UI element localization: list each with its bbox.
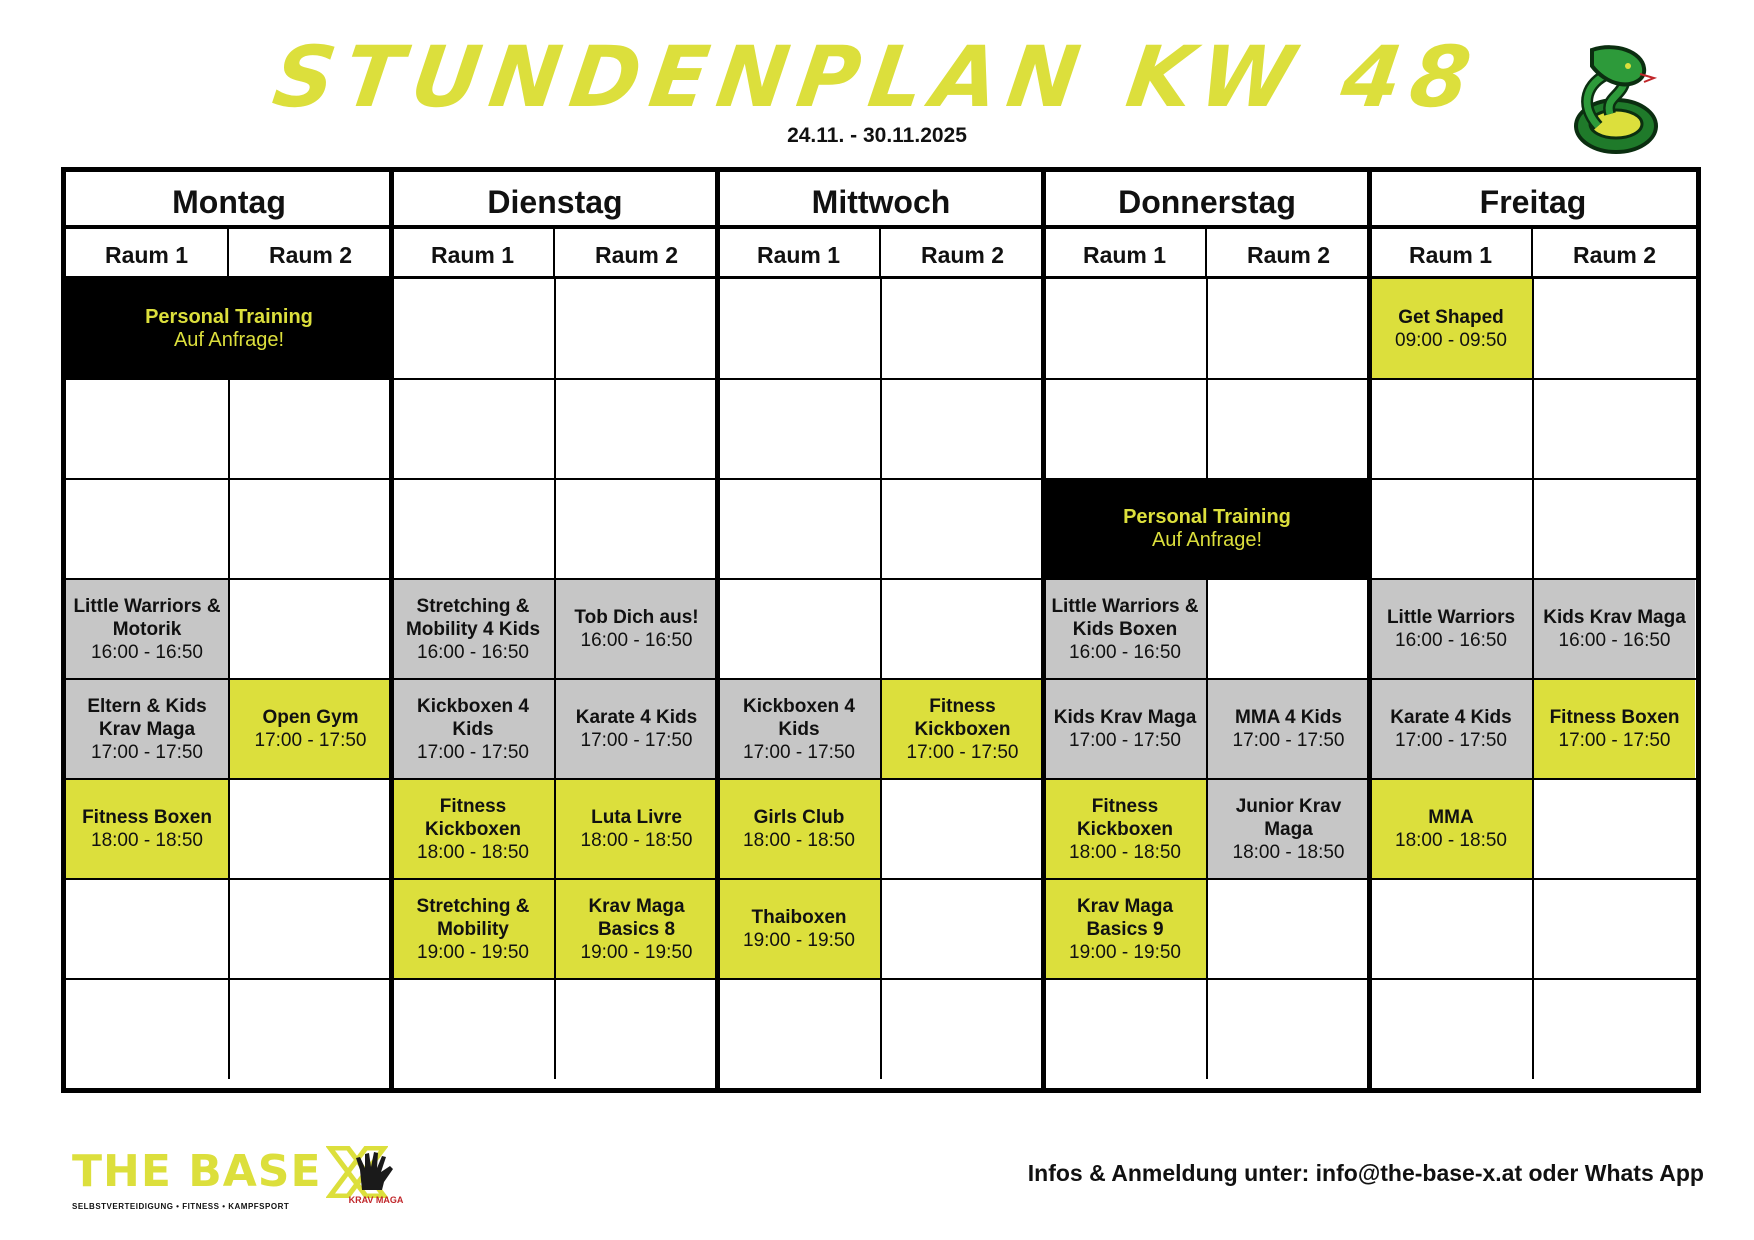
class-slot bbox=[1044, 580, 1206, 678]
class-time: 17:00 - 17:50 bbox=[1069, 730, 1181, 751]
class-name: Little Warriors & Kids Boxen bbox=[1051, 595, 1199, 640]
class-name: Kickboxen 4 Kids bbox=[417, 695, 529, 740]
class-time: Auf Anfrage! bbox=[1151, 529, 1263, 551]
class-slot bbox=[392, 780, 554, 878]
class-name: Kids Krav Maga bbox=[1053, 707, 1197, 728]
grid-col-line bbox=[228, 279, 230, 1079]
page-title: STUNDENPLAN KW 48 bbox=[267, 28, 1487, 126]
class-name: Fitness Kickboxen bbox=[914, 695, 1011, 740]
class-slot bbox=[718, 880, 880, 978]
class-time: 18:00 - 18:50 bbox=[1395, 830, 1507, 851]
class-slot bbox=[1370, 680, 1532, 778]
class-time: 16:00 - 16:50 bbox=[417, 641, 529, 663]
the-base-logo bbox=[72, 1146, 388, 1211]
class-time: 17:00 - 17:50 bbox=[906, 741, 1019, 763]
class-slot bbox=[718, 780, 880, 878]
day-column bbox=[718, 172, 1044, 1098]
day-header: Donnerstag bbox=[1044, 172, 1370, 229]
class-slot bbox=[556, 580, 717, 678]
day-separator bbox=[715, 172, 720, 1088]
class-time: 19:00 - 19:50 bbox=[743, 930, 855, 951]
class-name: Get Shaped bbox=[1398, 306, 1504, 328]
class-slot bbox=[1208, 680, 1369, 778]
day-header: Mittwoch bbox=[718, 172, 1044, 229]
class-slot bbox=[392, 580, 554, 678]
schedule-table bbox=[61, 167, 1701, 1093]
grid-col-line bbox=[1532, 279, 1534, 1079]
class-slot bbox=[66, 580, 228, 678]
class-slot bbox=[556, 680, 717, 778]
class-name: Karate 4 Kids bbox=[575, 707, 698, 728]
day-separator bbox=[1367, 172, 1372, 1088]
class-name: Krav Maga Basics 8 bbox=[588, 895, 685, 940]
room-header: Raum 1 bbox=[718, 229, 881, 279]
class-slot bbox=[1208, 780, 1369, 878]
class-slot bbox=[1370, 580, 1532, 678]
class-time: 17:00 - 17:50 bbox=[1558, 730, 1671, 751]
class-name: Fitness Kickboxen bbox=[424, 795, 522, 840]
class-time: 18:00 - 18:50 bbox=[417, 841, 529, 863]
class-time: 18:00 - 18:50 bbox=[1232, 841, 1345, 863]
class-slot bbox=[556, 780, 717, 878]
date-range: 24.11. - 30.11.2025 bbox=[787, 124, 967, 147]
class-slot bbox=[66, 680, 228, 778]
class-slot bbox=[392, 880, 554, 978]
class-slot bbox=[1370, 780, 1532, 878]
class-name: Fitness Boxen bbox=[1549, 707, 1680, 728]
room-header: Raum 2 bbox=[1533, 229, 1696, 279]
class-time: 19:00 - 19:50 bbox=[580, 941, 693, 963]
class-name: Girls Club bbox=[753, 807, 845, 828]
class-slot bbox=[718, 680, 880, 778]
day-header: Montag bbox=[66, 172, 392, 229]
class-name: Open Gym bbox=[262, 707, 359, 728]
class-time: 17:00 - 17:50 bbox=[1395, 730, 1507, 751]
day-separator bbox=[1041, 172, 1046, 1088]
class-slot bbox=[556, 880, 717, 978]
class-name: Little Warriors bbox=[1386, 607, 1516, 628]
class-slot bbox=[1044, 780, 1206, 878]
class-time: Auf Anfrage! bbox=[173, 328, 285, 351]
class-time: 17:00 - 17:50 bbox=[91, 741, 203, 763]
class-time: 16:00 - 16:50 bbox=[91, 641, 203, 663]
class-time: 18:00 - 18:50 bbox=[1069, 841, 1181, 863]
class-time: 16:00 - 16:50 bbox=[580, 630, 693, 651]
kravmaga-logo-text: KRAV MAGA bbox=[348, 1195, 404, 1205]
class-time: 16:00 - 16:50 bbox=[1558, 630, 1671, 651]
class-slot bbox=[882, 680, 1043, 778]
day-column bbox=[392, 172, 718, 1098]
class-time: 18:00 - 18:50 bbox=[743, 830, 855, 851]
class-time: 19:00 - 19:50 bbox=[417, 941, 529, 963]
class-name: Junior Krav Maga bbox=[1235, 795, 1342, 840]
day-column bbox=[66, 172, 392, 1098]
class-time: 17:00 - 17:50 bbox=[417, 741, 529, 763]
class-time: 18:00 - 18:50 bbox=[580, 830, 693, 851]
day-column bbox=[1370, 172, 1696, 1098]
day-header: Dienstag bbox=[392, 172, 718, 229]
class-time: 17:00 - 17:50 bbox=[580, 730, 693, 751]
class-name: Personal Training bbox=[1123, 506, 1291, 528]
class-name: MMA bbox=[1428, 807, 1474, 828]
class-slot bbox=[66, 780, 228, 878]
class-time: 18:00 - 18:50 bbox=[91, 830, 203, 851]
handprint-logo-icon bbox=[348, 1150, 404, 1190]
class-name: Personal Training bbox=[145, 305, 313, 328]
contact-info: Infos & Anmeldung unter: info@the-base-x.at oder Whats App bbox=[1027, 1160, 1704, 1186]
class-name: Karate 4 Kids bbox=[1390, 707, 1512, 728]
room-header: Raum 1 bbox=[1370, 229, 1533, 279]
day-separator bbox=[389, 172, 394, 1088]
day-header: Freitag bbox=[1370, 172, 1696, 229]
class-time: 17:00 - 17:50 bbox=[1232, 730, 1345, 751]
class-name: Stretching & Mobility bbox=[416, 895, 530, 940]
class-name: Tob Dich aus! bbox=[574, 607, 699, 628]
class-time: 09:00 - 09:50 bbox=[1395, 329, 1507, 351]
class-name: Fitness Kickboxen bbox=[1076, 795, 1174, 840]
brand-tagline: SELBSTVERTEIDIGUNG • FITNESS • KAMPFSPORT bbox=[72, 1202, 290, 1211]
class-time: 17:00 - 17:50 bbox=[254, 730, 367, 751]
room-header: Raum 2 bbox=[1207, 229, 1370, 279]
cobra-logo-icon bbox=[1558, 44, 1668, 156]
class-name: Eltern & Kids Krav Maga bbox=[87, 695, 207, 740]
class-name: Kids Krav Maga bbox=[1543, 607, 1686, 628]
class-time: 17:00 - 17:50 bbox=[743, 741, 855, 763]
class-time: 19:00 - 19:50 bbox=[1069, 941, 1181, 963]
class-slot bbox=[392, 680, 554, 778]
class-slot bbox=[1534, 680, 1695, 778]
kravmaga-logo bbox=[348, 1150, 404, 1208]
class-slot bbox=[1044, 480, 1370, 578]
room-header: Raum 2 bbox=[555, 229, 718, 279]
class-name: Kickboxen 4 Kids bbox=[743, 695, 855, 740]
room-header: Raum 2 bbox=[881, 229, 1044, 279]
class-slot bbox=[1534, 580, 1695, 678]
class-name: MMA 4 Kids bbox=[1235, 707, 1342, 728]
class-time: 16:00 - 16:50 bbox=[1069, 641, 1181, 663]
class-name: Luta Livre bbox=[591, 807, 682, 828]
room-header: Raum 2 bbox=[229, 229, 392, 279]
room-header: Raum 1 bbox=[392, 229, 555, 279]
class-name: Fitness Boxen bbox=[82, 807, 212, 828]
class-name: Little Warriors & Motorik bbox=[73, 595, 221, 640]
brand-name: THE BASE bbox=[72, 1146, 322, 1197]
day-column bbox=[1044, 172, 1370, 1098]
grid-col-line bbox=[1206, 279, 1208, 1079]
class-time: 16:00 - 16:50 bbox=[1395, 630, 1507, 651]
class-slot bbox=[1370, 279, 1532, 378]
room-header: Raum 1 bbox=[1044, 229, 1207, 279]
class-name: Thaiboxen bbox=[751, 907, 847, 928]
class-name: Stretching & Mobility 4 Kids bbox=[405, 595, 541, 640]
room-header: Raum 1 bbox=[66, 229, 229, 279]
class-slot bbox=[66, 279, 392, 378]
class-name: Krav Maga Basics 9 bbox=[1076, 895, 1174, 940]
class-slot bbox=[1044, 680, 1206, 778]
class-slot bbox=[1044, 880, 1206, 978]
class-slot bbox=[230, 680, 391, 778]
grid-col-line bbox=[880, 279, 882, 1079]
